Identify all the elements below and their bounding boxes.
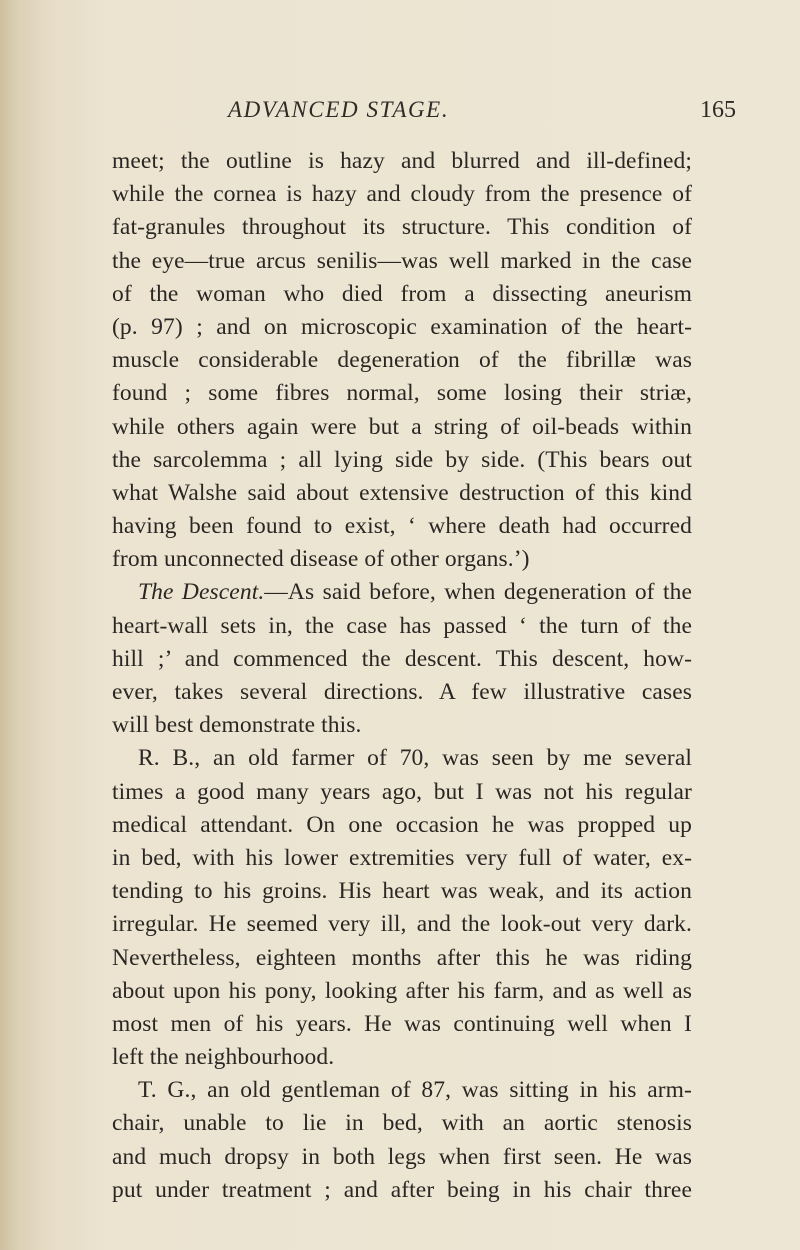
text-line: tending to his groins. His heart was weak, and its action	[112, 878, 692, 905]
section-heading-descent: The Descent.	[138, 579, 265, 606]
running-head	[0, 92, 800, 128]
text-line: hill ;’ and commenced the descent. This descent, how-	[112, 645, 692, 672]
text-line: of the woman who died from a dissecting aneurism	[112, 280, 692, 307]
text-line: medical attendant. On one occasion he was propped up	[112, 811, 692, 838]
page-number: 165	[700, 97, 736, 123]
text-line: left the neighbourhood.	[112, 1044, 335, 1071]
text-line: heart-wall sets in, the case has passed ‘ the turn of the	[112, 612, 692, 639]
text-line: meet; the outline is hazy and blurred and ill-defined;	[112, 148, 692, 174]
text-line: irregular. He seemed very ill, and the look-out very dark.	[112, 911, 692, 938]
text-line: and much dropsy in both legs when first seen. He was	[112, 1143, 692, 1170]
text-line: the sarcolemma ; all lying side by side. (This bears out	[112, 446, 692, 473]
text-line: fat-granules throughout its structure. This condition of	[112, 214, 692, 241]
text-line: found ; some fibres normal, some losing their striæ,	[112, 380, 692, 407]
text-line: the eye—true arcus senilis—was well marked in the case	[112, 247, 692, 274]
text-line: from unconnected disease of other organs.’)	[112, 546, 530, 573]
text-line: chair, unable to lie in bed, with an aortic stenosis	[112, 1110, 692, 1137]
text-line: most men of his years. He was continuing well when I	[112, 1010, 692, 1037]
text-line: while the cornea is hazy and cloudy from the presence of	[112, 181, 692, 208]
section-lead-text: —As said before, when degeneration of the	[264, 579, 692, 606]
text-line: T. G., an old gentleman of 87, was sitting in his arm-	[138, 1077, 692, 1104]
text-line: Nevertheless, eighteen months after this he was riding	[112, 944, 692, 971]
text-line: having been found to exist, ‘ where death had occurred	[112, 513, 692, 540]
text-line: (p. 97) ; and on microscopic examination of the heart-	[112, 313, 692, 340]
text-line: will best demonstrate this.	[112, 712, 362, 739]
text-line: muscle considerable degeneration of the fibrillæ was	[112, 347, 692, 374]
text-line: put under treatment ; and after being in his chair three	[112, 1176, 692, 1203]
section-lead-line	[112, 576, 692, 609]
text-line: ever, takes several directions. A few illustrative cases	[112, 679, 692, 705]
text-line: while others again were but a string of oil-beads within	[112, 413, 692, 440]
text-line: what Walshe said about extensive destruction of this kind	[112, 479, 692, 506]
text-line: about upon his pony, looking after his farm, and as well as	[112, 977, 692, 1004]
body-text	[112, 145, 692, 1207]
text-line: R. B., an old farmer of 70, was seen by me several	[138, 745, 692, 772]
text-line: times a good many years ago, but I was not his regular	[112, 778, 692, 805]
text-line: in bed, with his lower extremities very full of water, ex-	[112, 844, 692, 871]
running-title: ADVANCED STAGE.	[228, 97, 450, 122]
